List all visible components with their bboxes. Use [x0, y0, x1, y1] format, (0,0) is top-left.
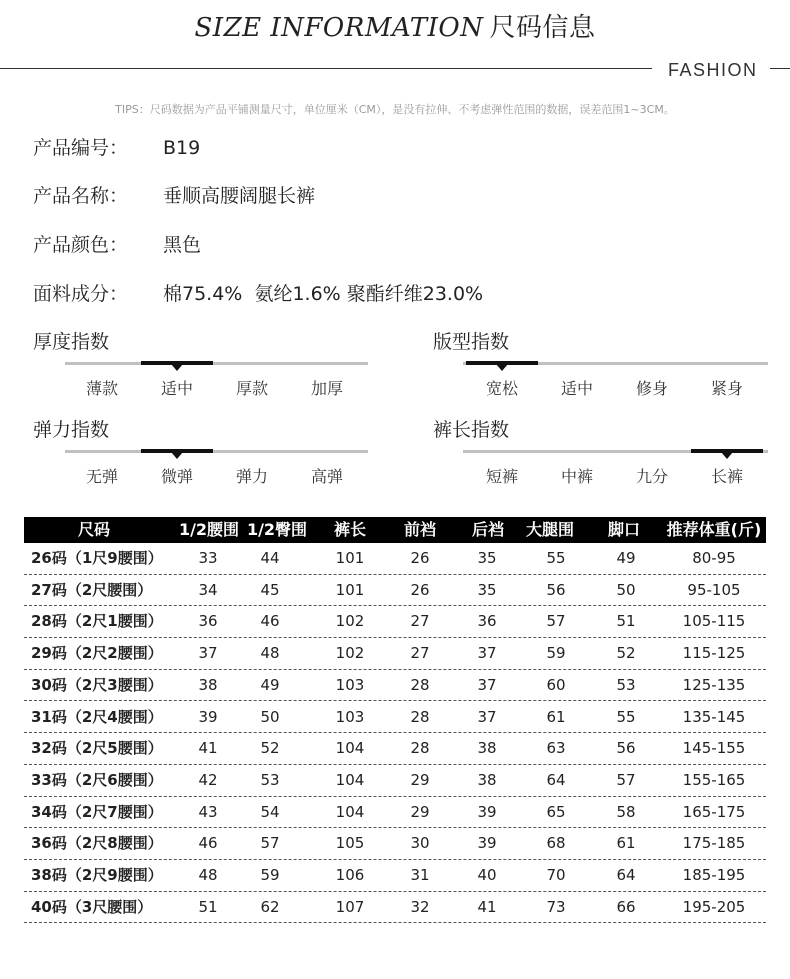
table-cell: 115-125	[682, 644, 746, 663]
table-header-col-8: 脚口	[607, 520, 640, 539]
index-title-length: 裤长指数	[433, 419, 510, 441]
table-cell: 103	[335, 707, 365, 726]
table-cell: 105	[335, 834, 365, 853]
table-cell: 41	[477, 897, 497, 916]
table-cell: 102	[335, 644, 365, 663]
index-pointer-elasticity	[171, 452, 183, 459]
index-track-thickness	[65, 362, 368, 365]
table-cell: 56	[546, 580, 566, 599]
table-cell: 29	[410, 802, 430, 821]
table-row	[24, 765, 766, 797]
title-english: SIZE INFORMATION	[194, 13, 484, 43]
table-cell-size: 31码（2尺4腰围）	[31, 707, 163, 726]
table-cell: 101	[335, 580, 365, 599]
table-cell-size: 38码（2尺9腰围）	[31, 866, 163, 884]
table-cell: 54	[260, 802, 280, 821]
table-cell: 39	[477, 802, 497, 821]
table-header-col-3: 1/2臀围	[246, 520, 308, 539]
table-row	[24, 638, 766, 670]
table-cell: 39	[477, 834, 497, 853]
table-row	[24, 860, 766, 892]
index-option-thickness-1: 薄款	[85, 379, 118, 398]
table-cell: 57	[546, 612, 566, 631]
table-cell: 125-135	[682, 675, 746, 694]
index-title-thickness: 厚度指数	[33, 331, 110, 353]
table-cell: 26	[410, 580, 430, 599]
table-cell: 57	[616, 770, 636, 789]
table-header-col-6: 后裆	[471, 520, 504, 539]
table-cell: 28	[410, 707, 430, 726]
index-title-elasticity: 弹力指数	[33, 419, 110, 441]
info-value-fabric: 棉75.4% 氨纶1.6% 聚酯纤维23.0%	[163, 283, 484, 305]
table-cell: 33	[198, 549, 218, 567]
table-row	[24, 828, 766, 860]
table-cell: 64	[546, 770, 566, 789]
tips-note: TIPS：尺码数据为产品平铺测量尺寸，单位厘米（CM），是没有拉伸、不考虑弹性范围的数据，误差范围1~3CM。	[115, 103, 675, 116]
table-cell: 55	[616, 707, 636, 726]
table-cell: 48	[198, 866, 218, 884]
info-value-code: B19	[163, 137, 201, 159]
table-cell: 106	[335, 866, 365, 884]
table-cell-size: 27码（2尺腰围）	[31, 580, 153, 599]
table-cell: 46	[198, 834, 218, 853]
table-row	[24, 606, 766, 638]
table-cell: 52	[260, 739, 280, 758]
index-pointer-thickness	[171, 364, 183, 371]
index-option-thickness-3: 厚款	[235, 379, 268, 398]
table-cell: 59	[260, 866, 280, 884]
index-option-fit-4: 紧身	[710, 379, 743, 398]
table-cell: 41	[198, 739, 218, 758]
table-cell: 53	[260, 770, 280, 789]
table-cell: 49	[260, 675, 280, 694]
table-header-col-9: 推荐体重(斤)	[666, 520, 762, 539]
table-cell: 51	[616, 612, 636, 631]
row-divider	[24, 922, 766, 923]
table-cell: 34	[198, 580, 218, 599]
info-value-name: 垂顺高腰阔腿长裤	[163, 185, 316, 207]
table-cell: 44	[260, 549, 280, 567]
table-cell-size: 29码（2尺2腰围）	[31, 644, 163, 663]
table-cell: 65	[546, 802, 566, 821]
info-label-color: 产品颜色：	[33, 234, 129, 256]
table-cell: 40	[477, 866, 497, 884]
index-option-elasticity-3: 弹力	[235, 467, 268, 486]
index-option-thickness-2: 适中	[160, 379, 193, 398]
index-option-length-2: 中裤	[560, 467, 593, 486]
header-rule-left	[0, 68, 652, 69]
table-cell: 52	[616, 644, 636, 663]
table-cell: 45	[260, 580, 280, 599]
table-header	[24, 517, 766, 543]
table-row	[24, 670, 766, 702]
table-row	[24, 797, 766, 829]
table-cell: 55	[546, 549, 566, 567]
table-row	[24, 575, 766, 607]
table-row	[24, 702, 766, 734]
table-cell: 26	[410, 549, 430, 567]
table-header-col-4: 裤长	[333, 520, 366, 539]
table-cell: 175-185	[682, 834, 746, 853]
table-row	[24, 733, 766, 765]
index-pointer-length	[721, 452, 733, 459]
table-cell: 27	[410, 612, 430, 631]
table-cell: 31	[410, 866, 430, 884]
table-cell: 60	[546, 675, 566, 694]
table-cell: 104	[335, 802, 365, 821]
table-cell: 39	[198, 707, 218, 726]
table-cell: 103	[335, 675, 365, 694]
index-option-elasticity-4: 高弹	[310, 467, 343, 486]
table-row	[24, 892, 766, 924]
table-header-col-5: 前裆	[403, 520, 436, 539]
index-option-thickness-4: 加厚	[310, 379, 343, 398]
info-label-fabric: 面料成分：	[33, 283, 129, 305]
table-cell-size: 34码（2尺7腰围）	[31, 802, 163, 821]
table-cell: 104	[335, 770, 365, 789]
table-cell: 61	[616, 834, 636, 853]
table-cell: 42	[198, 770, 218, 789]
table-cell: 107	[335, 897, 365, 916]
table-row	[24, 543, 766, 575]
info-label-code: 产品编号：	[33, 137, 129, 159]
table-cell: 28	[410, 675, 430, 694]
index-option-length-4: 长裤	[710, 467, 743, 486]
table-cell: 36	[198, 612, 218, 631]
table-cell: 43	[198, 802, 218, 821]
table-cell: 50	[260, 707, 280, 726]
table-header-col-7: 大腿围	[525, 520, 574, 539]
table-cell: 105-115	[682, 612, 746, 631]
table-cell: 56	[616, 739, 636, 758]
index-title-fit: 版型指数	[433, 331, 510, 353]
table-cell: 37	[477, 644, 497, 663]
table-header-col-2: 1/2腰围	[178, 520, 240, 539]
table-cell: 195-205	[682, 897, 746, 916]
index-option-length-1: 短裤	[485, 467, 518, 486]
fashion-label: FASHION	[668, 60, 758, 80]
table-cell-size: 36码（2尺8腰围）	[31, 834, 163, 853]
page-title	[0, 8, 790, 48]
table-cell: 101	[335, 549, 365, 567]
table-cell: 36	[477, 612, 497, 631]
table-cell: 135-145	[682, 707, 746, 726]
table-header-col-1: 尺码	[77, 520, 110, 539]
table-cell-size: 40码（3尺腰围）	[31, 897, 153, 916]
table-cell: 63	[546, 739, 566, 758]
table-cell: 32	[410, 897, 430, 916]
table-cell: 49	[616, 549, 636, 567]
info-label-name: 产品名称：	[33, 185, 129, 207]
index-option-fit-2: 适中	[560, 379, 593, 398]
table-cell-size: 26码（1尺9腰围）	[31, 549, 163, 567]
index-option-fit-1: 宽松	[485, 379, 518, 398]
table-cell: 53	[616, 675, 636, 694]
table-cell: 59	[546, 644, 566, 663]
table-cell: 70	[546, 866, 566, 884]
table-cell: 46	[260, 612, 280, 631]
table-cell: 38	[198, 675, 218, 694]
table-cell: 35	[477, 580, 497, 599]
table-cell: 50	[616, 580, 636, 599]
table-cell: 73	[546, 897, 566, 916]
table-cell: 27	[410, 644, 430, 663]
info-value-color: 黑色	[163, 234, 202, 256]
table-cell: 37	[198, 644, 218, 663]
index-option-elasticity-2: 微弹	[160, 467, 193, 486]
table-cell: 58	[616, 802, 636, 821]
table-cell: 37	[477, 675, 497, 694]
table-cell: 95-105	[687, 580, 741, 599]
table-cell-size: 28码（2尺1腰围）	[31, 612, 163, 631]
table-cell: 66	[616, 897, 636, 916]
index-track-elasticity	[65, 450, 368, 453]
title-chinese: 尺码信息	[489, 13, 596, 43]
table-cell: 38	[477, 739, 497, 758]
table-cell: 28	[410, 739, 430, 758]
table-cell: 102	[335, 612, 365, 631]
index-option-length-3: 九分	[635, 467, 668, 486]
table-cell: 29	[410, 770, 430, 789]
table-cell: 30	[410, 834, 430, 853]
table-cell: 48	[260, 644, 280, 663]
table-cell-size: 32码（2尺5腰围）	[31, 739, 163, 758]
table-cell: 145-155	[682, 739, 746, 758]
table-cell: 64	[616, 866, 636, 884]
table-cell: 80-95	[692, 549, 736, 567]
table-cell: 165-175	[682, 802, 746, 821]
table-cell: 37	[477, 707, 497, 726]
table-cell: 104	[335, 739, 365, 758]
index-pointer-fit	[496, 364, 508, 371]
table-cell: 61	[546, 707, 566, 726]
table-cell: 185-195	[682, 866, 746, 884]
table-cell-size: 30码（2尺3腰围）	[31, 675, 163, 694]
table-cell-size: 33码（2尺6腰围）	[31, 770, 163, 789]
table-cell: 51	[198, 897, 218, 916]
table-cell: 155-165	[682, 770, 746, 789]
table-cell: 38	[477, 770, 497, 789]
index-option-fit-3: 修身	[635, 379, 668, 398]
table-cell: 35	[477, 549, 497, 567]
table-cell: 62	[260, 897, 280, 916]
header-rule-right	[770, 68, 790, 69]
index-option-elasticity-1: 无弹	[85, 467, 118, 486]
table-cell: 68	[546, 834, 566, 853]
table-cell: 57	[260, 834, 280, 853]
